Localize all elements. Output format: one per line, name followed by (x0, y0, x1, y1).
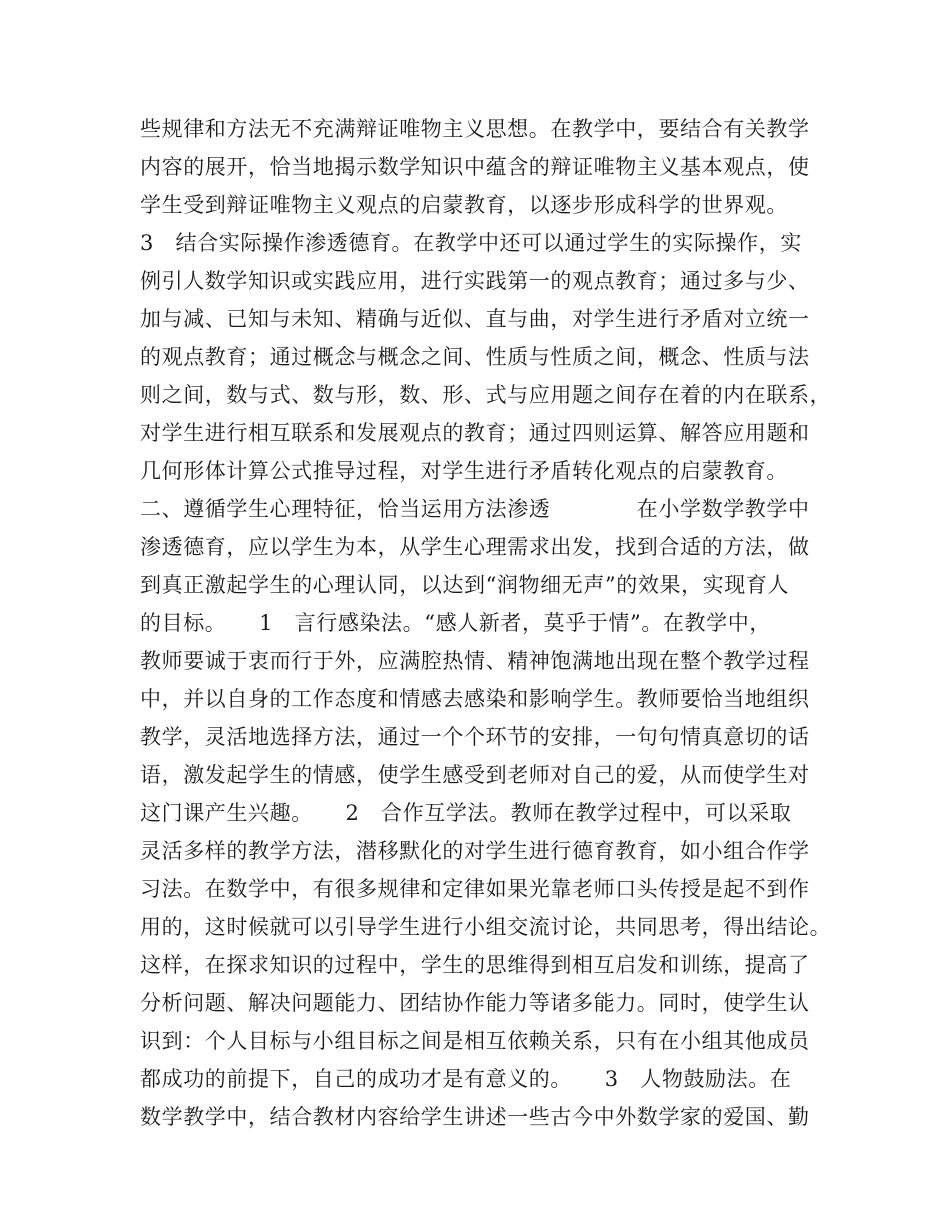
text-line: 3 结合实际操作渗透德育。在教学中还可以通过学生的实际操作，实 (140, 231, 802, 255)
text-line: 对学生进行相互联系和发展观点的教育；通过四则运算、解答应用题和 (140, 421, 810, 445)
text-line: 几何形体计算公式推导过程，对学生进行矛盾转化观点的启蒙教育。 (140, 459, 788, 483)
text-line: 都成功的前提下，自己的成功才是有意义的。 3 人物鼓励法。在 (140, 1067, 792, 1091)
section-heading-line: 二、遵循学生心理特征，恰当运用方法渗透 在小学数学教学中 (140, 497, 810, 521)
text-line: 识到：个人目标与小组目标之间是相互依赖关系，只有在小组其他成员 (140, 1029, 810, 1053)
text-line: 学生受到辩证唯物主义观点的启蒙教育，以逐步形成科学的世界观。 (140, 193, 788, 217)
text-line: 中，并以自身的工作态度和情感去感染和影响学生。教师要恰当地组织 (140, 687, 810, 711)
text-line: 例引人数学知识或实践应用，进行实践第一的观点教育；通过多与少、 (140, 269, 810, 293)
text-line: 到真正激起学生的心理认同，以达到“润物细无声”的效果，实现育人 (140, 573, 790, 597)
text-line: 习法。在数学中，有很多规律和定律如果光靠老师口头传授是起不到作 (140, 877, 810, 901)
text-line: 这样，在探求知识的过程中，学生的思维得到相互启发和训练，提高了 (140, 953, 810, 977)
text-line: 语，激发起学生的情感，使学生感受到老师对自己的爱，从而使学生对 (140, 763, 810, 787)
text-line: 加与减、已知与未知、精确与近似、直与曲，对学生进行矛盾对立统一 (140, 307, 810, 331)
text-line: 灵活多样的教学方法，潜移默化的对学生进行德育教育，如小组合作学 (140, 839, 810, 863)
text-line: 数学教学中，结合教材内容给学生讲述一些古今中外数学家的爱国、勤 (140, 1105, 810, 1129)
text-line: 分析问题、解决问题能力、团结协作能力等诸多能力。同时，使学生认 (140, 991, 810, 1015)
text-line: 这门课产生兴趣。 2 合作互学法。教师在教学过程中，可以采取 (140, 801, 792, 825)
text-line: 内容的展开，恰当地揭示数学知识中蕴含的辩证唯物主义基本观点，使 (140, 155, 810, 179)
text-line: 渗透德育，应以学生为本，从学生心理需求出发，找到合适的方法，做 (140, 535, 810, 559)
text-line: 教师要诚于衷而行于外，应满腔热情、精神饱满地出现在整个教学过程 (140, 649, 810, 673)
text-line: 则之间，数与式、数与形，数、形、式与应用题之间存在着的内在联系， (140, 383, 832, 407)
body-text (140, 110, 832, 1136)
text-line: 些规律和方法无不充满辩证唯物主义思想。在教学中，要结合有关教学 (140, 117, 810, 141)
text-line: 用的，这时候就可以引导学生进行小组交流讨论，共同思考，得出结论。 (140, 915, 832, 939)
text-line: 的目标。 1 言行感染法。“感人新者，莫乎于情”。在教学中， (140, 611, 771, 635)
text-line: 的观点教育；通过概念与概念之间、性质与性质之间，概念、性质与法 (140, 345, 810, 369)
text-line: 教学，灵活地选择方法，通过一个个环节的安排，一句句情真意切的话 (140, 725, 810, 749)
